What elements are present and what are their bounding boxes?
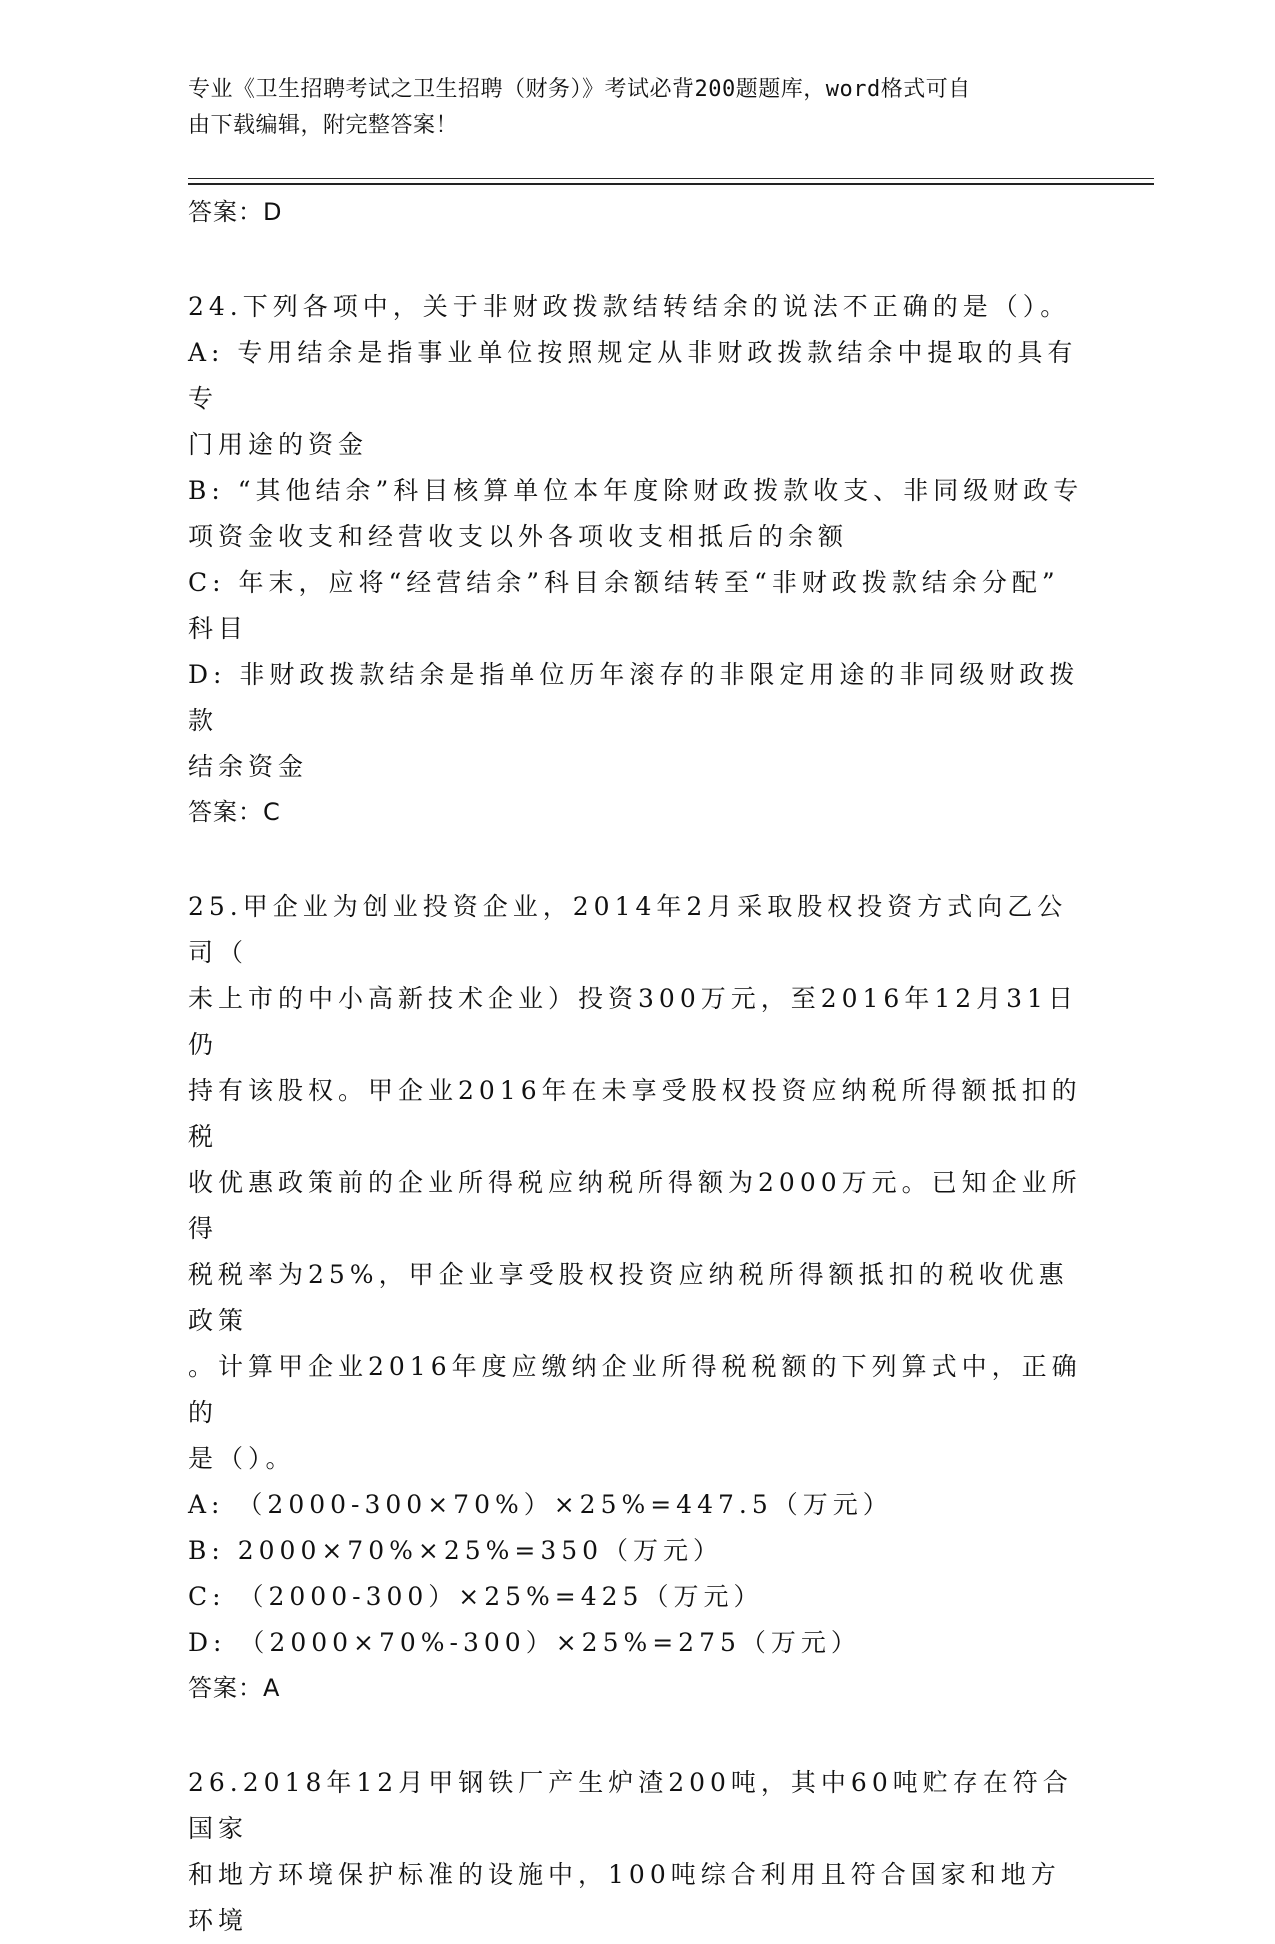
option-d: D: （2000×70%-300）×25%=275（万元）	[188, 1628, 861, 1657]
previous-answer: 答案：D	[188, 198, 283, 226]
question-stem-line: 持有该股权。甲企业2016年在未享受股权投资应纳税所得额抵扣的税	[188, 1076, 1082, 1151]
question-26	[188, 1760, 1088, 1944]
question-stem-line: 未上市的中小高新技术企业）投资300万元，至2016年12月31日仍	[188, 984, 1078, 1059]
question-stem-line: 是（）。	[188, 1444, 296, 1473]
option-line: 科目	[188, 614, 249, 643]
question-24	[188, 284, 1088, 834]
question-stem-line: 和地方环境保护标准的设施中，100吨综合利用且符合国家和地方环境	[188, 1860, 1061, 1935]
question-stem-line: 。计算甲企业2016年度应缴纳企业所得税税额的下列算式中，正确的	[188, 1352, 1082, 1427]
option-line: 结余资金	[188, 752, 309, 781]
option-line: C: 年末，应将“经营结余”科目余额结转至“非财政拨款结余分配”	[188, 568, 1060, 597]
question-stem-line: 收优惠政策前的企业所得税应纳税所得额为2000万元。已知企业所得	[188, 1168, 1082, 1243]
question-stem: 24.下列各项中，关于非财政拨款结转结余的说法不正确的是（）。	[188, 292, 1071, 321]
answer-line: 答案：C	[188, 798, 281, 826]
option-line: A: 专用结余是指事业单位按照规定从非财政拨款结余中提取的具有专	[188, 338, 1078, 413]
question-stem-line: 税税率为25%，甲企业享受股权投资应纳税所得额抵扣的税收优惠政策	[188, 1260, 1069, 1335]
question-stem-line: 26.2018年12月甲钢铁厂产生炉渣200吨，其中60吨贮存在符合国家	[188, 1768, 1073, 1843]
option-c: C: （2000-300）×25%=425（万元）	[188, 1582, 764, 1611]
document-body	[188, 188, 1088, 1944]
header-line-2: 由下载编辑，附完整答案！	[188, 113, 459, 138]
option-b: B: 2000×70%×25%=350（万元）	[188, 1536, 724, 1565]
option-line: B: “其他结余”科目核算单位本年度除财政拨款收支、非同级财政专	[188, 476, 1084, 505]
option-line: 门用途的资金	[188, 430, 369, 459]
header-divider-thin	[188, 178, 1154, 179]
header-line-1: 专业《卫生招聘考试之卫生招聘（财务）》考试必背200题题库，word格式可自	[188, 77, 971, 102]
answer-line: 答案：A	[188, 1674, 281, 1702]
question-stem-line: 25.甲企业为创业投资企业，2014年2月采取股权投资方式向乙公司（	[188, 892, 1068, 967]
header-divider-thick	[188, 183, 1154, 185]
document-header	[188, 72, 1078, 144]
option-line: 项资金收支和经营收支以外各项收支相抵后的余额	[188, 522, 849, 551]
option-a: A: （2000-300×70%）×25%=447.5（万元）	[188, 1490, 893, 1519]
option-line: D: 非财政拨款结余是指单位历年滚存的非限定用途的非同级财政拨款	[188, 660, 1080, 735]
question-25	[188, 884, 1088, 1710]
